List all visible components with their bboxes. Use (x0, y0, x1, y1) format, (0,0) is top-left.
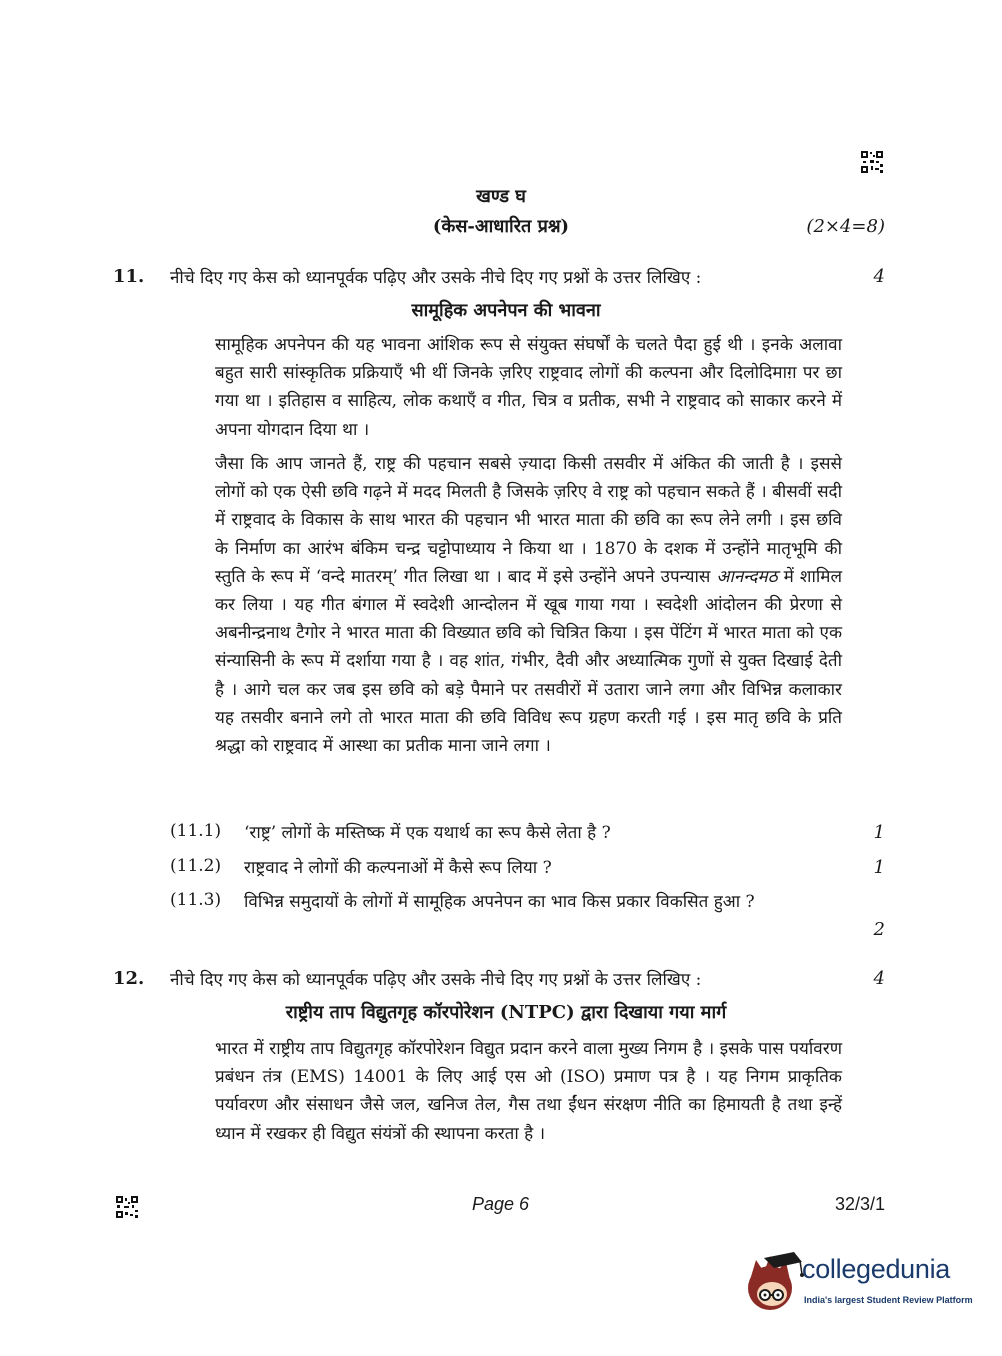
sub-question-marks: 2 (873, 919, 885, 940)
sub-question-text: ‘राष्ट्र’ लोगों के मस्तिष्क में एक यथार्थ का रूप कैसे लेता है ? (244, 823, 611, 843)
question-marks: 4 (873, 266, 885, 287)
section-marks: (2×4=8) (806, 216, 885, 237)
sub-question-text: राष्ट्रवाद ने लोगों की कल्पनाओं में कैसे रूप लिया ? (244, 858, 552, 878)
case-paragraph: सामूहिक अपनेपन की यह भावना आंशिक रूप से संयुक्त संघर्षों के चलते पैदा हुई थी । इनके अलावा बहुत सारी सांस्कृतिक प्रक्रियाएँ भी थीं जिनके ज़रिए राष्ट्रवाद लोगों की कल्पना और दिलोदिमाग़ पर छा गया था । इतिहास व साहित्य, लोक कथाएँ व गीत, चित्र व प्रतीक, सभी ने राष्ट्रवाद को साकार करने में अपना योगदान दिया था । (215, 335, 842, 440)
case-text: में शामिल कर लिया । यह गीत बंगाल में स्वदेशी आन्दोलन में खूब गाया गया । स्वदेशी आंदोलन की प्रेरणा से अबनीन्द्रनाथ टैगोर ने भारत माता की विख्यात छवि को चित्रित किया । इस पेंटिंग में भारत माता को एक संन्यासिनी के रूप में दर्शाया गया है । वह शांत, गंभीर, दैवी और अध्यात्मिक गुणों से युक्त दिखाई देती है । आगे चल कर जब इस छवि को बड़े पैमाने पर तसवीरों में उतारा जाने लगा और विभिन्न कलाकार यह तसवीर बनाने लगे तो भारत माता की छवि विविध रूप ग्रहण करती गई । इस मातृ छवि के प्रति श्रद्धा को राष्ट्रवाद में आस्था का प्रतीक माना जाने लगा । (215, 566, 842, 757)
collegedunia-logo (742, 1248, 974, 1320)
case-paragraph (215, 450, 842, 760)
logo-tagline: India's largest Student Review Platform (804, 1295, 973, 1305)
case-paragraph: भारत में राष्ट्रीय ताप विद्युतगृह कॉरपोरेशन विद्युत प्रदान करने वाला मुख्य निगम है । इसके पास पर्यावरण प्रबंधन तंत्र (EMS) 14001 के लिए आई एस ओ (ISO) प्रमाण पत्र है । यह निगम प्राकृतिक पर्यावरण और संसाधन जैसे जल, खनिज तेल, गैस तथा ईंधन संरक्षण नीति का हिमायती है तथा इन्हें ध्यान में रखकर ही विद्युत संयंत्रों की स्थापना करता है । (215, 1039, 842, 1144)
page-number: Page 6 (472, 1194, 530, 1214)
novel-title: आनन्दमठ (716, 566, 778, 587)
paper-code: 32/3/1 (834, 1194, 885, 1214)
question-number: 11. (113, 266, 145, 287)
sub-question-marks: 1 (873, 857, 885, 878)
sub-question-number: (11.1) (170, 821, 222, 841)
case-title: राष्ट्रीय ताप विद्युतगृह कॉरपोरेशन (NTPC) द्वारा दिखाया गया मार्ग (285, 1002, 727, 1023)
qr-code-icon (861, 151, 883, 173)
sub-question-text: विभिन्न समुदायों के लोगों में सामूहिक अपनेपन का भाव किस प्रकार विकसित हुआ ? (244, 892, 755, 912)
question-instruction: नीचे दिए गए केस को ध्यानपूर्वक पढ़िए और उसके नीचे दिए गए प्रश्नों के उत्तर लिखिए : (170, 268, 702, 288)
case-text: जैसा कि आप जानते हैं, राष्ट्र की पहचान सबसे ज़्यादा किसी तसवीर में अंकित की जाती है । इससे लोगों को एक ऐसी छवि गढ़ने में मदद मिलती है जिसके ज़रिए वे राष्ट्र को पहचान सकते हैं । बीसवीं सदी में राष्ट्रवाद के विकास के साथ भारत की पहचान भी भारत माता की छवि का रूप लेने लगी । इस छवि के निर्माण का आरंभ बंकिम चन्द्र चट्टोपाध्याय ने किया था । 1870 के दशक में उन्होंने मातृभूमि की स्तुति के रूप में ‘वन्दे मातरम्’ गीत लिखा था । बाद में इसे उन्होंने अपने उपन्यास (215, 454, 842, 587)
case-title: सामूहिक अपनेपन की भावना (411, 300, 601, 321)
qr-code-icon (116, 1196, 138, 1218)
sub-question-marks: 1 (873, 822, 885, 843)
logo-wordmark: collegedunia (802, 1254, 951, 1284)
question-instruction: नीचे दिए गए केस को ध्यानपूर्वक पढ़िए और उसके नीचे दिए गए प्रश्नों के उत्तर लिखिए : (170, 970, 702, 990)
section-title: खण्ड घ (476, 186, 526, 207)
question-number: 12. (113, 968, 145, 989)
section-subtitle: (केस-आधारित प्रश्न) (432, 216, 570, 237)
question-marks: 4 (873, 968, 885, 989)
sub-question-number: (11.3) (170, 890, 222, 910)
student-mascot-icon (742, 1250, 804, 1314)
sub-question-number: (11.2) (170, 856, 222, 876)
